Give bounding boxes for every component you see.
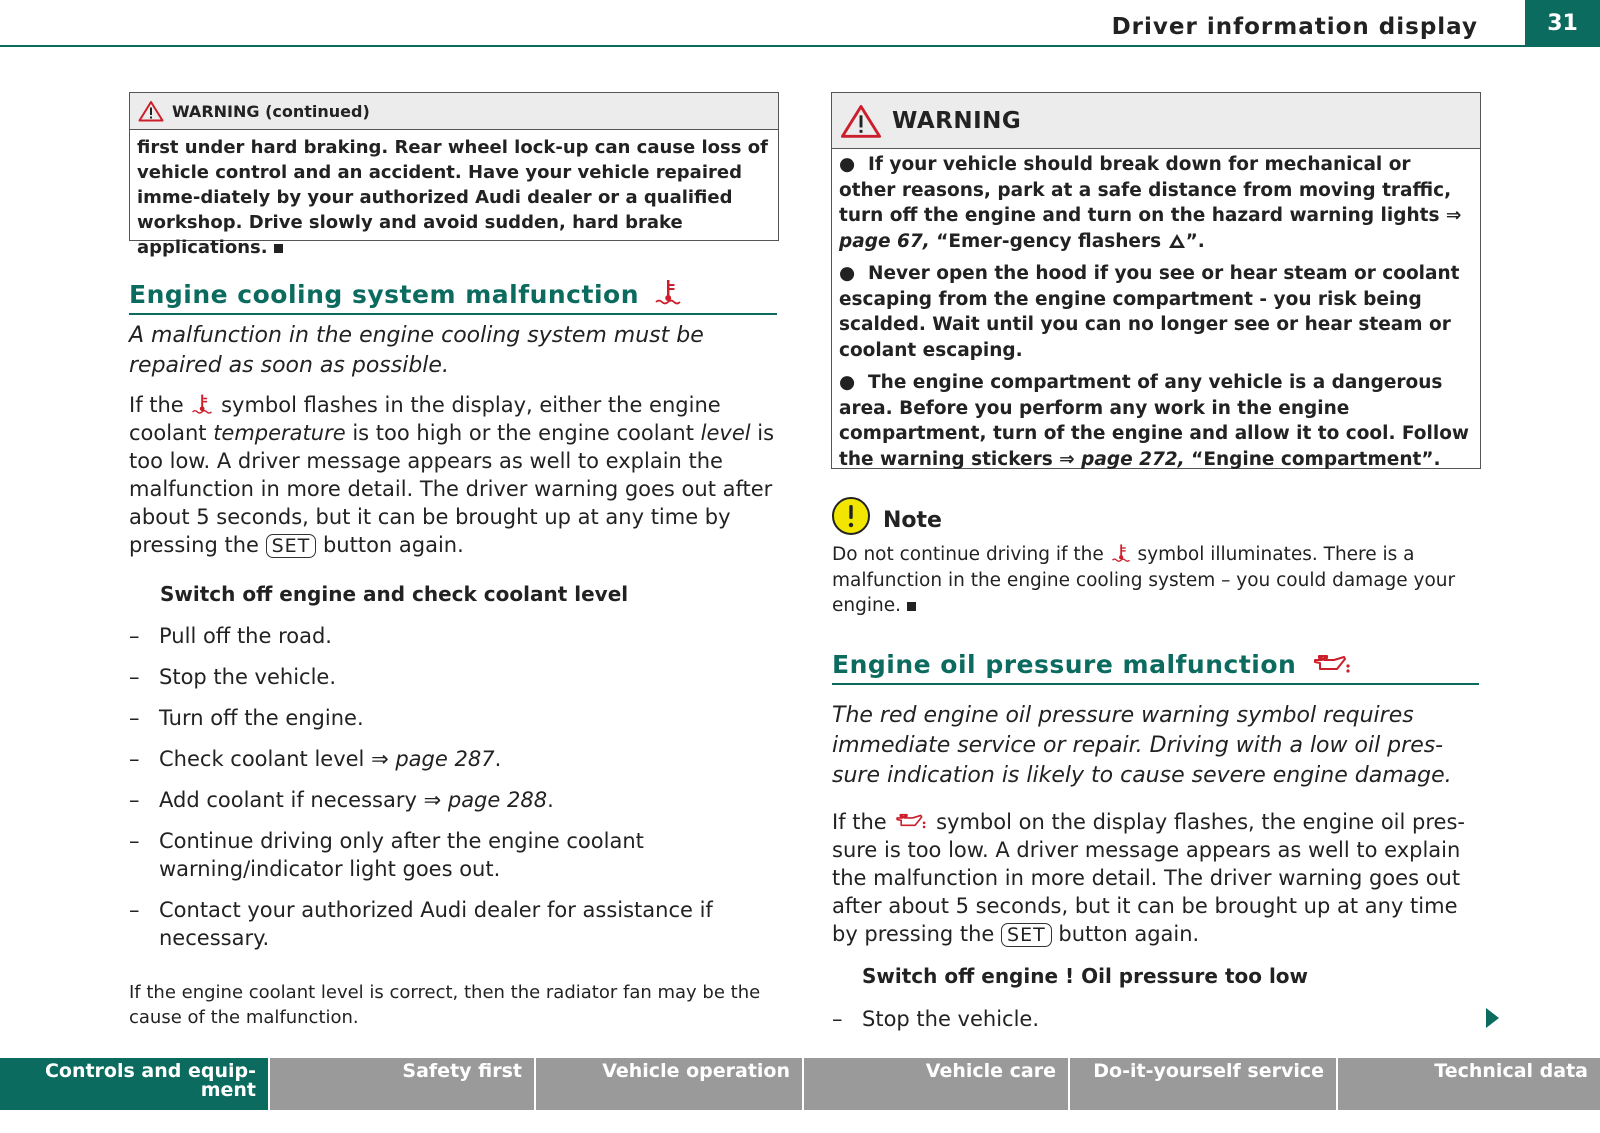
set-key-label: SET (266, 534, 317, 558)
warning-body (832, 149, 1480, 472)
end-mark-icon (907, 602, 916, 611)
oil-can-icon (893, 813, 929, 831)
note-circle-icon (831, 496, 871, 536)
note-title: Note (883, 507, 942, 533)
footer-tab-vehicle-care[interactable]: Vehicle care (804, 1058, 1068, 1110)
warning-title: WARNING (892, 107, 1022, 134)
page-header-title: Driver information display (1111, 14, 1478, 40)
paragraph-engine-cooling: If the symbol flashes in the display, either the engine coolant temperature is too high or the engine coolant level is too low. A driver message appears as well to explain the malfunction in more detail. The driver warning goes out after about 5 seconds, but it can be brought up at any time by pressing the SET button again. (129, 393, 775, 557)
list-item: – Turn off the engine. (129, 706, 364, 730)
page-ref: page 287 (395, 747, 495, 771)
warning-continued-body: first under hard braking. Rear wheel lock-up can cause loss of vehicle control and an accident. Have your vehicle repaired imme-diately by your authorized Audi dealer or a qualified workshop. Drive slowly and avoid sudden, hard brake applications. (137, 137, 768, 258)
warning-header (832, 93, 1480, 149)
footer-tab-controls[interactable]: Controls and equip-ment (0, 1058, 268, 1110)
footer-tab-vehicle-operation[interactable]: Vehicle operation (536, 1058, 802, 1110)
intro-oil-pressure: The red engine oil pressure warning symbol requires immediate service or repair. Driving with a low oil pres-sure indication is likely to cause severe engine damage. (832, 703, 1452, 788)
steps-list-oil (832, 1005, 1432, 1033)
warning-bullet: ● Never open the hood if you see or hear steam or coolant escaping from the engine compartment - you risk being scalded. Wait until you can no longer see or hear steam or coolant escaping. (839, 263, 1460, 361)
list-item: – Continue driving only after the engine coolant warning/indicator light goes out. (129, 829, 644, 881)
continue-arrow-icon (1484, 1007, 1500, 1029)
coolant-temperature-icon (1110, 543, 1132, 563)
list-item: – Pull off the road. (129, 624, 332, 648)
list-item: – Check coolant level ⇒ page 287. (129, 747, 502, 771)
subhead-check-coolant: Switch off engine and check coolant level (160, 582, 629, 606)
warning-bullet: ● If your vehicle should break down for mechanical or other reasons, park at a safe distance from moving traffic, turn off the engine and turn on the hazard warning lights ⇒ page 67, “Emer-gency flashers ”. (839, 154, 1462, 252)
paragraph-oil-pressure: If the symbol on the display flashes, the engine oil pres-sure is too low. A driver message appears as well to explain the malfunction in more detail. The driver warning goes out after about 5 seconds, but it can be brought up at any time by pressing the SET button again. (832, 810, 1465, 946)
coolant-temperature-icon (190, 393, 214, 415)
warning-continued-header (130, 93, 778, 130)
footer-tab-safety[interactable]: Safety first (270, 1058, 534, 1110)
note-header (831, 496, 942, 536)
subhead-oil-pressure: Switch off engine ! Oil pressure too low (862, 964, 1309, 988)
warning-box (831, 92, 1481, 469)
warning-continued-title: WARNING (continued) (172, 101, 370, 121)
warning-triangle-icon (840, 102, 882, 140)
header-rule (0, 45, 1525, 47)
end-mark-icon (274, 244, 283, 253)
oil-can-icon (1312, 654, 1352, 676)
section-title-oil-pressure: Engine oil pressure malfunction (832, 650, 1479, 685)
footer-tab-diy-service[interactable]: Do-it-yourself service (1070, 1058, 1336, 1110)
list-item: – Contact your authorized Audi dealer for assistance if necessary. (129, 898, 713, 950)
page-ref: page 67, (839, 230, 930, 252)
list-item: – Add coolant if necessary ⇒ page 288. (129, 788, 554, 812)
list-item: – Stop the vehicle. (129, 665, 337, 689)
footer-tab-technical-data[interactable]: Technical data (1338, 1058, 1600, 1110)
section-title-engine-cooling: Engine cooling system malfunction (129, 278, 777, 315)
warning-triangle-icon (138, 100, 164, 122)
steps-list-coolant (129, 622, 779, 952)
footnote-radiator-fan: If the engine coolant level is correct, then the radiator fan may be the cause of the malfunction. (129, 982, 761, 1028)
set-key-label: SET (1001, 923, 1052, 947)
warning-continued-box (129, 92, 779, 258)
page-number: 31 (1525, 0, 1600, 47)
list-item: – Stop the vehicle. (832, 1007, 1040, 1031)
note-body: Do not continue driving if the symbol illuminates. There is a malfunction in the engine cooling system – you could damage your engine. (832, 544, 1456, 616)
page-ref: page 288 (447, 788, 548, 812)
hazard-triangle-icon (1168, 233, 1186, 249)
coolant-temperature-icon (654, 278, 682, 306)
warning-bullet: ● The engine compartment of any vehicle is a dangerous area. Before you perform any work in the engine compartment, turn of the engine and allow it to cool. Follow the warning stickers ⇒ page 272, “Engine compartment”. (839, 372, 1470, 470)
intro-engine-cooling: A malfunction in the engine cooling system must be repaired as soon as possible. (129, 323, 704, 378)
page-ref: page 272, (1081, 448, 1185, 470)
